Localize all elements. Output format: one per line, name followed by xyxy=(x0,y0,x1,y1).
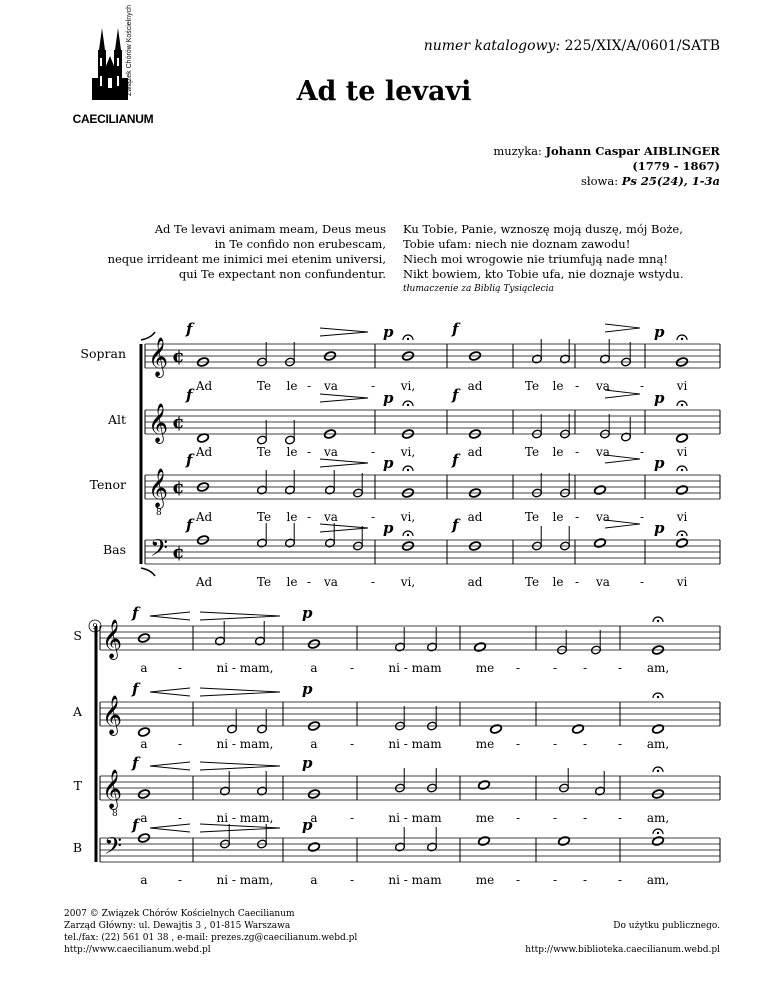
lyric: - xyxy=(306,510,312,524)
lyric: - xyxy=(574,379,580,393)
note-head xyxy=(652,836,665,847)
footer-line: Zarząd Główny: ul. Dewajtis 3 , 01-815 Warszawa xyxy=(64,921,291,931)
dynamic-mark: f xyxy=(452,386,459,404)
words-label: słowa: xyxy=(580,174,619,188)
decrescendo-hairpin xyxy=(320,524,368,532)
decrescendo-hairpin xyxy=(320,328,368,336)
voice-label: Alt xyxy=(107,412,126,427)
page-title: Ad te levavi xyxy=(296,76,472,107)
lyric: Ad xyxy=(195,510,213,524)
voice-label: Bas xyxy=(102,542,126,557)
lyric: - xyxy=(177,873,183,887)
library-link[interactable]: http://www.biblioteka.caecilianum.webd.pl xyxy=(525,945,720,955)
catalog-value: 225/XIX/A/0601/SATB xyxy=(564,38,720,54)
lyric: a xyxy=(310,661,318,675)
treble-clef-icon: 𝄞 xyxy=(102,695,123,735)
logo-side-text: Związek Chórów Kościelnych xyxy=(126,4,133,96)
decrescendo-hairpin xyxy=(200,824,280,832)
lyric: - xyxy=(582,873,588,887)
lyric: Te xyxy=(256,510,272,524)
lyric: - xyxy=(617,873,623,887)
lyric: - xyxy=(306,445,312,459)
voice-label: A xyxy=(72,704,82,719)
lyric: ad xyxy=(467,379,483,393)
lyric: - xyxy=(515,811,521,825)
lyric: me xyxy=(475,661,495,675)
lyric: le xyxy=(286,575,298,589)
lyric: - xyxy=(639,510,645,524)
lyric: - xyxy=(306,379,312,393)
dynamic-mark: f xyxy=(132,680,139,698)
dynamic-mark: p xyxy=(383,519,394,537)
lyric: - xyxy=(639,445,645,459)
decrescendo-hairpin xyxy=(200,762,280,770)
lyric: va xyxy=(324,445,338,459)
lyric: Te xyxy=(256,445,272,459)
lyric: Te xyxy=(256,575,272,589)
dynamic-mark: p xyxy=(383,454,394,472)
lyric: - xyxy=(177,811,183,825)
decrescendo-hairpin xyxy=(200,612,280,620)
note-head xyxy=(572,724,585,735)
lyric: - xyxy=(552,737,558,751)
decrescendo-hairpin xyxy=(605,520,640,528)
lyric: vi xyxy=(676,379,688,393)
dynamic-mark: p xyxy=(302,604,313,622)
decrescendo-hairpin xyxy=(605,390,640,398)
lyric: Te xyxy=(524,575,540,589)
crescendo-hairpin xyxy=(150,612,190,620)
lyric: ni - mam, xyxy=(216,811,274,825)
dynamic-mark: p xyxy=(654,454,665,472)
cut-time-icon: ¢ xyxy=(172,412,185,433)
dynamic-mark: f xyxy=(186,320,193,338)
polish-line: Ku Tobie, Panie, wznoszę moją duszę, mój Boże, xyxy=(403,222,683,236)
lyric: - xyxy=(617,737,623,751)
lyric: a xyxy=(140,811,148,825)
lyric: - xyxy=(574,575,580,589)
decrescendo-hairpin xyxy=(320,459,368,467)
lyric: Te xyxy=(524,445,540,459)
music-label: muzyka: xyxy=(493,144,542,158)
fermata-dot xyxy=(657,620,659,622)
octave-mark: 8 xyxy=(112,809,118,819)
dynamic-mark: f xyxy=(452,516,459,534)
lyric: - xyxy=(349,661,355,675)
fermata-dot xyxy=(657,696,659,698)
crescendo-hairpin xyxy=(150,688,190,696)
note-head xyxy=(676,538,689,549)
lyric: ni - mam, xyxy=(216,873,274,887)
lyric: - xyxy=(370,510,376,524)
lyric: - xyxy=(515,737,521,751)
lyric: ad xyxy=(467,445,483,459)
dynamic-mark: f xyxy=(132,754,139,772)
footer-line: 2007 © Związek Chórów Kościelnych Caecilianum xyxy=(64,909,295,919)
treble-clef-icon: 𝄞 xyxy=(102,769,123,809)
lyric: - xyxy=(582,811,588,825)
voice-label: Sopran xyxy=(80,346,126,361)
dynamic-mark: f xyxy=(186,451,193,469)
lyric: vi xyxy=(676,510,688,524)
dynamic-mark: p xyxy=(302,754,313,772)
bass-clef-icon: 𝄢 xyxy=(104,832,123,865)
lyric: le xyxy=(286,445,298,459)
logo-name: CAECILIANUM xyxy=(72,112,154,126)
lyric: le xyxy=(552,379,564,393)
lyric: me xyxy=(475,873,495,887)
note-head xyxy=(594,485,607,496)
fermata-dot xyxy=(681,534,683,536)
voice-label: Tenor xyxy=(89,477,126,492)
lyric: a xyxy=(310,811,318,825)
lyric: - xyxy=(552,811,558,825)
decrescendo-hairpin xyxy=(605,455,640,463)
fermata-dot xyxy=(681,338,683,340)
footer-info xyxy=(64,908,357,956)
lyric: le xyxy=(552,510,564,524)
polish-line: Tobie ufam: niech nie doznam zawodu! xyxy=(403,237,631,251)
lyric: ni - mam xyxy=(388,737,442,751)
lyric: a xyxy=(140,737,148,751)
lyric: le xyxy=(286,510,298,524)
lyric: va xyxy=(596,575,610,589)
lyric: a xyxy=(310,873,318,887)
note-head xyxy=(490,724,503,735)
note-head xyxy=(676,485,689,496)
fermata-dot xyxy=(657,832,659,834)
lyric: Ad xyxy=(195,379,213,393)
decrescendo-hairpin xyxy=(320,394,368,402)
cut-time-icon: ¢ xyxy=(172,542,185,563)
lyric: - xyxy=(177,737,183,751)
lyric: - xyxy=(552,873,558,887)
dynamic-mark: f xyxy=(186,386,193,404)
lyric: ni - mam xyxy=(388,873,442,887)
lyric: am, xyxy=(646,737,670,751)
decrescendo-hairpin xyxy=(605,324,640,332)
note-head xyxy=(478,780,491,791)
crescendo-hairpin xyxy=(150,762,190,770)
treble-clef-icon: 𝄞 xyxy=(148,403,169,443)
treble-clef-icon: 𝄞 xyxy=(148,337,169,377)
dynamic-mark: f xyxy=(452,451,459,469)
lyric: va xyxy=(596,379,610,393)
lyric: me xyxy=(475,737,495,751)
lyric: am, xyxy=(646,873,670,887)
lyric: - xyxy=(582,737,588,751)
lyric: vi, xyxy=(400,445,416,459)
polish-line: Nikt bowiem, kto Tobie ufa, nie doznaje wstydu. xyxy=(403,267,684,281)
dynamic-mark: p xyxy=(654,519,665,537)
lyric: va xyxy=(596,510,610,524)
lyric: - xyxy=(349,737,355,751)
note-head xyxy=(558,836,571,847)
fermata-dot xyxy=(681,469,683,471)
lyric: - xyxy=(617,661,623,675)
latin-line: neque irrideant me inimici mei etenim universi, xyxy=(107,252,386,266)
lyric: va xyxy=(324,379,338,393)
dynamic-mark: p xyxy=(654,323,665,341)
voice-label: S xyxy=(73,628,82,643)
dynamic-mark: f xyxy=(132,816,139,834)
crescendo-hairpin xyxy=(150,824,190,832)
lyric: - xyxy=(515,661,521,675)
catalog-label: numer katalogowy: xyxy=(423,38,561,54)
dynamic-mark: p xyxy=(302,816,313,834)
lyric: ni - mam xyxy=(388,811,442,825)
note-head xyxy=(474,642,487,653)
lyric: ad xyxy=(467,510,483,524)
latin-line: Ad Te levavi animam meam, Deus meus xyxy=(154,222,386,236)
lyric: vi xyxy=(676,575,688,589)
latin-line: qui Te expectant non confundentur. xyxy=(178,267,386,281)
lyric: le xyxy=(552,445,564,459)
treble-clef-icon: 𝄞 xyxy=(102,619,123,659)
lyric: me xyxy=(475,811,495,825)
composer-years: (1779 - 1867) xyxy=(632,159,720,173)
lyric: - xyxy=(177,661,183,675)
lyric: am, xyxy=(646,811,670,825)
text-source: Ps 25(24), 1-3a xyxy=(621,174,720,188)
lyric: - xyxy=(349,873,355,887)
dynamic-mark: p xyxy=(383,389,394,407)
octave-mark: 8 xyxy=(156,508,162,518)
lyric: - xyxy=(639,379,645,393)
dynamic-mark: f xyxy=(132,604,139,622)
lyric: va xyxy=(324,575,338,589)
lyric: a xyxy=(140,873,148,887)
lyric: - xyxy=(617,811,623,825)
translation-note: tłumaczenie za Biblią Tysiąclecia xyxy=(403,284,554,294)
note-head xyxy=(308,842,321,853)
lyric: - xyxy=(349,811,355,825)
voice-label: B xyxy=(72,840,82,855)
lyric: ad xyxy=(467,575,483,589)
voice-label: T xyxy=(73,778,82,793)
decrescendo-hairpin xyxy=(200,688,280,696)
lyric: - xyxy=(306,575,312,589)
bracket-hook xyxy=(141,568,155,576)
composer: Johann Caspar AIBLINGER xyxy=(545,144,720,158)
lyric: ni - mam xyxy=(388,661,442,675)
lyric: a xyxy=(310,737,318,751)
note-head xyxy=(594,538,607,549)
lyric: Ad xyxy=(195,445,213,459)
lyric: - xyxy=(574,445,580,459)
lyric: vi, xyxy=(400,510,416,524)
treble-clef-icon: 𝄞 xyxy=(148,468,169,508)
lyric: vi xyxy=(676,445,688,459)
lyric: Te xyxy=(524,379,540,393)
lyric: ni - mam, xyxy=(216,661,274,675)
note-head xyxy=(652,724,665,735)
dynamic-mark: p xyxy=(302,680,313,698)
lyric: vi, xyxy=(400,575,416,589)
public-use-note: Do użytku publicznego. xyxy=(613,921,720,931)
lyric: - xyxy=(552,661,558,675)
fermata-dot xyxy=(407,404,409,406)
polish-line: Niech moi wrogowie nie triumfują nade mną! xyxy=(403,252,669,266)
lyric: Ad xyxy=(195,575,213,589)
lyric: a xyxy=(140,661,148,675)
dynamic-mark: f xyxy=(186,516,193,534)
footer-line: tel./fax: (22) 561 01 38 , e-mail: prezes.zg@caecilianum.webd.pl xyxy=(64,933,358,943)
lyric: Te xyxy=(256,379,272,393)
dynamic-mark: f xyxy=(452,320,459,338)
dynamic-mark: p xyxy=(654,389,665,407)
fermata-dot xyxy=(407,469,409,471)
lyric: va xyxy=(596,445,610,459)
lyric: - xyxy=(370,379,376,393)
bass-clef-icon: 𝄢 xyxy=(150,534,169,567)
lyric: am, xyxy=(646,661,670,675)
footer-link[interactable]: http://www.caecilianum.webd.pl xyxy=(64,945,211,955)
fermata-dot xyxy=(681,404,683,406)
lyric: - xyxy=(639,575,645,589)
cut-time-icon: ¢ xyxy=(172,477,185,498)
lyric: ni - mam, xyxy=(216,737,274,751)
fermata-dot xyxy=(657,770,659,772)
lyric: le xyxy=(552,575,564,589)
fermata-dot xyxy=(407,534,409,536)
lyric: vi, xyxy=(400,379,416,393)
lyric: - xyxy=(370,575,376,589)
latin-line: in Te confido non erubescam, xyxy=(214,237,386,251)
fermata-dot xyxy=(407,338,409,340)
lyric: Te xyxy=(524,510,540,524)
dynamic-mark: p xyxy=(383,323,394,341)
cut-time-icon: ¢ xyxy=(172,346,185,367)
lyric: - xyxy=(515,873,521,887)
note-head xyxy=(478,836,491,847)
note-head xyxy=(138,727,151,738)
lyric: va xyxy=(324,510,338,524)
lyric: - xyxy=(370,445,376,459)
lyric: - xyxy=(582,661,588,675)
lyric: - xyxy=(574,510,580,524)
measure-number: 9 xyxy=(92,622,98,631)
lyric: le xyxy=(286,379,298,393)
